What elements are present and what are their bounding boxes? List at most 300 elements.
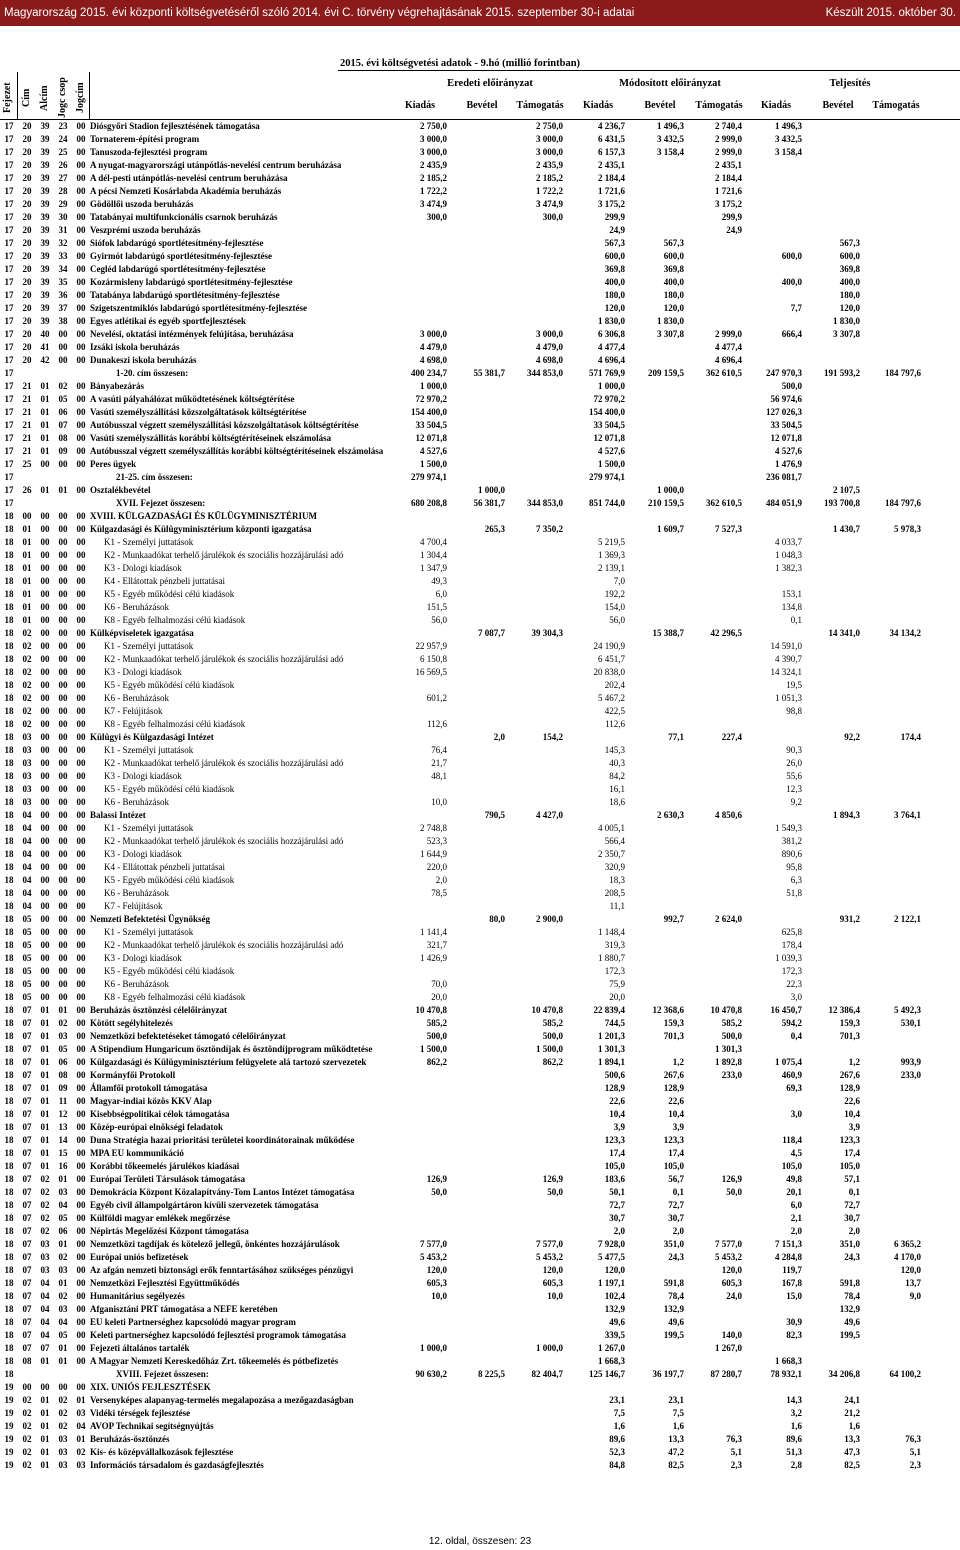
row-value: 120,0 <box>604 1265 625 1275</box>
row-code: 25 <box>22 459 32 469</box>
row-value: 1 721,6 <box>598 186 625 196</box>
row-value: 159,3 <box>663 1018 684 1028</box>
row-code: 02 <box>22 719 32 729</box>
row-label: 21-25. cím összesen: <box>116 472 193 482</box>
row-code: 00 <box>76 446 86 456</box>
row-code: 18 <box>4 758 14 768</box>
row-label: XVIII. Fejezet összesen: <box>116 1369 209 1379</box>
row-label: Dunakeszi iskola beruházás <box>90 355 197 365</box>
row-value: 851 744,0 <box>589 498 625 508</box>
row-value: 3 000,0 <box>536 134 563 144</box>
row-value: 1 830,0 <box>833 316 860 326</box>
row-code: 20 <box>22 238 32 248</box>
row-code: 00 <box>58 992 68 1002</box>
row-value: 2,0 <box>672 1226 684 1236</box>
row-code: 07 <box>22 1148 32 1158</box>
row-code: 07 <box>22 1239 32 1249</box>
row-value: 680 208,8 <box>411 498 447 508</box>
table-row <box>0 549 960 562</box>
row-code: 00 <box>76 836 86 846</box>
table-row <box>0 1381 960 1394</box>
row-code: 17 <box>4 381 14 391</box>
row-code: 06 <box>58 1226 68 1236</box>
table-row <box>0 133 960 146</box>
row-label: MPA EU kommunikáció <box>90 1148 184 1158</box>
row-code: 01 <box>58 1174 68 1184</box>
row-value: 3 432,5 <box>657 134 684 144</box>
row-code: 08 <box>58 1070 68 1080</box>
row-code: 00 <box>58 615 68 625</box>
table-row <box>0 783 960 796</box>
row-code: 18 <box>4 550 14 560</box>
row-value: 2 435,9 <box>420 160 447 170</box>
row-code: 02 <box>58 1421 68 1431</box>
row-value: 5 978,3 <box>894 524 921 534</box>
row-value: 56 974,6 <box>770 394 802 404</box>
row-code: 00 <box>58 654 68 664</box>
sub-bevetel-3: Bevétel <box>822 100 854 111</box>
row-code: 19 <box>4 1447 14 1457</box>
row-label: A Stipendium Hungaricum ösztöndíjak és ösztöndíjprogram működtetése <box>90 1044 373 1054</box>
row-value: 132,9 <box>604 1304 625 1314</box>
row-code: 39 <box>40 277 50 287</box>
row-value: 17,4 <box>668 1148 684 1158</box>
row-code: 39 <box>40 251 50 261</box>
table-row <box>0 1407 960 1420</box>
row-value: 105,0 <box>663 1161 684 1171</box>
row-code: 00 <box>76 1109 86 1119</box>
row-value: 18,3 <box>609 875 625 885</box>
row-value: 1 549,3 <box>775 823 802 833</box>
row-value: 1,6 <box>672 1421 684 1431</box>
row-value: 50,0 <box>547 1187 563 1197</box>
row-value: 119,7 <box>782 1265 802 1275</box>
sub-tamogatas-3: Támogatás <box>872 100 920 111</box>
row-code: 00 <box>58 667 68 677</box>
row-code: 02 <box>58 1018 68 1028</box>
row-value: 931,2 <box>839 914 860 924</box>
row-code: 00 <box>76 823 86 833</box>
row-code: 03 <box>58 1031 68 1041</box>
row-code: 18 <box>4 576 14 586</box>
row-label: K2 - Munkaadókat terhelő járulékok és szociális hozzájárulási adó <box>104 836 344 846</box>
row-code: 18 <box>4 1356 14 1366</box>
row-code: 00 <box>58 706 68 716</box>
row-code: 00 <box>76 1330 86 1340</box>
row-label: Nevelési, oktatási intézmények felújítása, beruházása <box>90 329 294 339</box>
table-row <box>0 1238 960 1251</box>
row-value: 76,3 <box>726 1434 742 1444</box>
row-value: 16,1 <box>609 784 625 794</box>
row-value: 12 071,8 <box>415 433 447 443</box>
row-code: 17 <box>4 199 14 209</box>
banner-date: Készült 2015. október 30. <box>825 7 956 19</box>
row-value: 2 999,0 <box>715 147 742 157</box>
row-label: Kormányfői Protokoll <box>90 1070 176 1080</box>
row-code: 00 <box>40 706 50 716</box>
row-value: 23,1 <box>668 1395 684 1405</box>
row-value: 55,6 <box>786 771 802 781</box>
row-label: Vasúti személyszállítási közszolgáltatások költségtérítése <box>90 407 307 417</box>
row-label: K8 - Egyéb felhalmozási célú kiadások <box>104 992 246 1002</box>
table-row <box>0 692 960 705</box>
row-value: 400,0 <box>604 277 625 287</box>
row-value: 362 610,5 <box>706 368 742 378</box>
row-code: 00 <box>40 511 50 521</box>
row-code: 07 <box>22 1330 32 1340</box>
row-value: 22,6 <box>844 1096 860 1106</box>
row-value: 1 141,4 <box>420 927 447 937</box>
row-code: 34 <box>58 264 68 274</box>
row-code: 00 <box>76 576 86 586</box>
row-code: 00 <box>76 901 86 911</box>
row-value: 3 158,4 <box>657 147 684 157</box>
row-label: K8 - Egyéb felhalmozási célú kiadások <box>104 719 246 729</box>
row-code: 00 <box>40 576 50 586</box>
row-value: 184 797,6 <box>885 368 921 378</box>
row-code: 18 <box>4 1265 14 1275</box>
row-code: 00 <box>76 1356 86 1366</box>
row-code: 17 <box>4 394 14 404</box>
row-value: 4 527,6 <box>775 446 802 456</box>
row-code: 15 <box>58 1148 68 1158</box>
row-code: 02 <box>76 1447 86 1457</box>
row-value: 1 000,0 <box>420 1343 447 1353</box>
row-code: 00 <box>76 329 86 339</box>
row-value: 7 350,2 <box>536 524 563 534</box>
table-row <box>0 536 960 549</box>
row-value: 33 504,5 <box>415 420 447 430</box>
row-value: 82,5 <box>844 1460 860 1470</box>
row-code: 00 <box>58 342 68 352</box>
row-code: 04 <box>22 836 32 846</box>
row-code: 01 <box>22 524 32 534</box>
row-code: 00 <box>76 1148 86 1158</box>
row-code: 07 <box>22 1226 32 1236</box>
row-label: Kis- és középvállalkozások fejlesztése <box>90 1447 234 1457</box>
table-row <box>0 276 960 289</box>
row-code: 21 <box>22 407 32 417</box>
table-row <box>0 1251 960 1264</box>
row-value: 10 470,8 <box>415 1005 447 1015</box>
row-code: 18 <box>4 1239 14 1249</box>
row-value: 22 957,9 <box>415 641 447 651</box>
row-code: 07 <box>22 1278 32 1288</box>
row-code: 00 <box>76 1031 86 1041</box>
row-value: 344 853,0 <box>527 498 563 508</box>
row-code: 01 <box>40 1083 50 1093</box>
row-value: 10,0 <box>431 797 447 807</box>
table-row <box>0 432 960 445</box>
row-value: 72 970,2 <box>593 394 625 404</box>
row-label: Nemzetközi tagdíjak és kötelező jellegű, önkéntes hozzájárulások <box>90 1239 340 1249</box>
row-label: A Magyar Nemzeti Kereskedőház Zrt. tőkeemelés és pótbefizetés <box>90 1356 339 1366</box>
row-code: 00 <box>40 680 50 690</box>
row-code: 13 <box>58 1122 68 1132</box>
row-code: 19 <box>4 1382 14 1392</box>
row-code: 04 <box>22 810 32 820</box>
row-code: 07 <box>22 1109 32 1119</box>
row-value: 422,5 <box>604 706 625 716</box>
row-value: 78,4 <box>668 1291 684 1301</box>
row-value: 7 151,3 <box>775 1239 802 1249</box>
table-row <box>0 822 960 835</box>
row-value: 82,5 <box>668 1460 684 1470</box>
row-code: 00 <box>76 290 86 300</box>
row-value: 183,6 <box>604 1174 625 1184</box>
row-value: 1 830,0 <box>657 316 684 326</box>
row-code: 00 <box>76 1252 86 1262</box>
row-value: 1 668,3 <box>775 1356 802 1366</box>
row-code: 00 <box>58 784 68 794</box>
table-row <box>0 159 960 172</box>
table-row <box>0 1316 960 1329</box>
row-code: 07 <box>22 1122 32 1132</box>
row-code: 00 <box>76 225 86 235</box>
row-code: 20 <box>22 121 32 131</box>
row-code: 01 <box>40 1447 50 1457</box>
row-code: 18 <box>4 784 14 794</box>
row-value: 210 159,5 <box>648 498 684 508</box>
row-code: 07 <box>22 1096 32 1106</box>
row-value: 4 700,4 <box>420 537 447 547</box>
row-code: 18 <box>4 1161 14 1171</box>
row-code: 39 <box>40 290 50 300</box>
row-code: 00 <box>76 719 86 729</box>
row-value: 192,2 <box>604 589 625 599</box>
row-code: 03 <box>58 1447 68 1457</box>
table-row <box>0 367 960 380</box>
row-code: 24 <box>58 134 68 144</box>
row-value: 10,0 <box>431 1291 447 1301</box>
row-code: 21 <box>22 420 32 430</box>
row-value: 154,2 <box>542 732 563 742</box>
row-code: 21 <box>22 381 32 391</box>
row-label: K6 - Beruházások <box>104 979 169 989</box>
row-code: 00 <box>40 914 50 924</box>
row-code: 00 <box>58 927 68 937</box>
row-value: 102,4 <box>604 1291 625 1301</box>
row-value: 42 296,5 <box>710 628 742 638</box>
table-row <box>0 211 960 224</box>
row-value: 3 175,2 <box>598 199 625 209</box>
row-value: 369,8 <box>839 264 860 274</box>
row-value: 172,3 <box>604 966 625 976</box>
row-value: 10 470,8 <box>531 1005 563 1015</box>
row-value: 4 698,0 <box>420 355 447 365</box>
row-value: 1 039,3 <box>775 953 802 963</box>
row-value: 56,7 <box>668 1174 684 1184</box>
row-code: 36 <box>58 290 68 300</box>
row-value: 605,3 <box>426 1278 447 1288</box>
row-value: 1 197,1 <box>598 1278 625 1288</box>
row-code: 18 <box>4 1213 14 1223</box>
row-code: 00 <box>58 563 68 573</box>
table-row <box>0 1160 960 1173</box>
row-value: 6,0 <box>435 589 447 599</box>
row-value: 4,5 <box>790 1148 802 1158</box>
row-code: 07 <box>22 1057 32 1067</box>
row-code: 39 <box>40 212 50 222</box>
row-code: 17 <box>4 147 14 157</box>
row-label: Balassi Intézet <box>90 810 146 820</box>
row-code: 18 <box>4 589 14 599</box>
row-code: 18 <box>4 953 14 963</box>
row-code: 01 <box>40 1356 50 1366</box>
row-value: 500,6 <box>604 1070 625 1080</box>
row-value: 1 500,0 <box>536 1044 563 1054</box>
row-label: Beruházás-ösztönzés <box>90 1434 170 1444</box>
row-code: 18 <box>4 940 14 950</box>
table-row <box>0 1134 960 1147</box>
row-code: 00 <box>76 342 86 352</box>
row-code: 20 <box>22 160 32 170</box>
row-code: 00 <box>58 849 68 859</box>
table-row <box>0 952 960 965</box>
row-code: 18 <box>4 1291 14 1301</box>
row-code: 00 <box>76 927 86 937</box>
row-value: 3,2 <box>790 1408 802 1418</box>
row-value: 1 000,0 <box>598 381 625 391</box>
row-code: 00 <box>76 1161 86 1171</box>
row-code: 18 <box>4 875 14 885</box>
table-row <box>0 328 960 341</box>
row-code: 00 <box>76 1135 86 1145</box>
row-value: 1 496,3 <box>657 121 684 131</box>
row-code: 17 <box>4 121 14 131</box>
table-row <box>0 614 960 627</box>
row-value: 571 769,9 <box>589 368 625 378</box>
row-value: 184 797,6 <box>885 498 921 508</box>
row-label: Tatabányai multifunkcionális csarnok beruházás <box>90 212 278 222</box>
row-code: 00 <box>40 992 50 1002</box>
row-code: 03 <box>22 758 32 768</box>
table-row <box>0 978 960 991</box>
row-code: 00 <box>76 1122 86 1132</box>
row-code: 18 <box>4 524 14 534</box>
row-code: 00 <box>58 940 68 950</box>
row-label: K1 - Személyi juttatások <box>104 927 194 937</box>
row-value: 3 307,8 <box>833 329 860 339</box>
row-value: 1 051,3 <box>775 693 802 703</box>
row-code: 00 <box>58 693 68 703</box>
row-value: 3 764,1 <box>894 810 921 820</box>
row-code: 04 <box>22 901 32 911</box>
row-code: 18 <box>4 1343 14 1353</box>
row-code: 19 <box>4 1421 14 1431</box>
row-code: 18 <box>4 1148 14 1158</box>
row-code: 26 <box>58 160 68 170</box>
row-label: Beruházás ösztönzési célelőirányzat <box>90 1005 227 1015</box>
rule-title <box>338 70 960 71</box>
row-value: 1 301,3 <box>715 1044 742 1054</box>
row-value: 24,9 <box>609 225 625 235</box>
row-value: 1,2 <box>848 1057 860 1067</box>
row-code: 20 <box>22 355 32 365</box>
row-value: 4 170,0 <box>894 1252 921 1262</box>
table-row <box>0 666 960 679</box>
row-code: 00 <box>76 1265 86 1275</box>
row-value: 82 404,7 <box>531 1369 563 1379</box>
table-row <box>0 679 960 692</box>
row-code: 02 <box>40 1213 50 1223</box>
row-label: A pécsi Nemzeti Kosárlabda Akadémia beruházás <box>90 186 282 196</box>
row-code: 02 <box>22 667 32 677</box>
row-code: 39 <box>40 160 50 170</box>
table-row <box>0 1186 960 1199</box>
row-value: 1 880,7 <box>598 953 625 963</box>
row-value: 701,3 <box>839 1031 860 1041</box>
row-value: 191 593,2 <box>824 368 860 378</box>
row-code: 07 <box>22 1317 32 1327</box>
row-code: 02 <box>22 1447 32 1457</box>
row-code: 01 <box>58 1005 68 1015</box>
row-value: 120,0 <box>839 303 860 313</box>
row-value: 566,4 <box>604 836 625 846</box>
row-code: 28 <box>58 186 68 196</box>
row-code: 00 <box>40 745 50 755</box>
row-code: 00 <box>40 758 50 768</box>
row-value: 118,4 <box>782 1135 802 1145</box>
row-code: 00 <box>40 550 50 560</box>
row-label: Az afgán nemzeti biztonsági erők fenntartásához szükséges pénzügyi <box>90 1265 354 1275</box>
row-label: Versenyképes alapanyag-termelés megalapozása a mezőgazdaságban <box>90 1395 354 1405</box>
row-code: 07 <box>22 1083 32 1093</box>
row-value: 0,1 <box>848 1187 860 1197</box>
row-value: 123,3 <box>663 1135 684 1145</box>
row-value: 585,2 <box>542 1018 563 1028</box>
row-code: 04 <box>40 1278 50 1288</box>
row-value: 172,3 <box>781 966 802 976</box>
table-row <box>0 445 960 458</box>
row-code: 00 <box>58 329 68 339</box>
row-label: K5 - Egyéb működési célú kiadások <box>104 680 235 690</box>
row-value: 265,3 <box>484 524 505 534</box>
row-code: 18 <box>4 1057 14 1067</box>
row-value: 49,3 <box>431 576 447 586</box>
row-value: 180,0 <box>663 290 684 300</box>
row-code: 00 <box>76 212 86 222</box>
row-code: 01 <box>40 1057 50 1067</box>
row-code: 00 <box>58 355 68 365</box>
row-label: Fejezeti általános tartalék <box>90 1343 190 1353</box>
table-row <box>0 484 960 497</box>
row-code: 00 <box>76 680 86 690</box>
table-row <box>0 393 960 406</box>
row-value: 4 033,7 <box>775 537 802 547</box>
row-code: 04 <box>40 1291 50 1301</box>
row-code: 01 <box>76 1434 86 1444</box>
row-code: 07 <box>22 1265 32 1275</box>
row-code: 06 <box>58 407 68 417</box>
row-value: 3 307,8 <box>657 329 684 339</box>
row-value: 193 700,8 <box>824 498 860 508</box>
row-label: Vasúti személyszállítás korábbi költségtérítéseinek elszámolása <box>90 433 332 443</box>
row-label: Veszprémi uszoda beruházás <box>90 225 201 235</box>
row-value: 128,9 <box>839 1083 860 1093</box>
row-value: 7 577,0 <box>715 1239 742 1249</box>
row-code: 07 <box>58 420 68 430</box>
row-value: 120,0 <box>542 1265 563 1275</box>
row-code: 00 <box>58 680 68 690</box>
row-code: 00 <box>40 563 50 573</box>
row-code: 00 <box>58 641 68 651</box>
sub-tamogatas-1: Támogatás <box>516 100 564 111</box>
row-value: 98,8 <box>786 706 802 716</box>
row-value: 0,4 <box>790 1031 802 1041</box>
row-code: 42 <box>40 355 50 365</box>
row-label: Közép-európai elnökségi feladatok <box>90 1122 223 1132</box>
